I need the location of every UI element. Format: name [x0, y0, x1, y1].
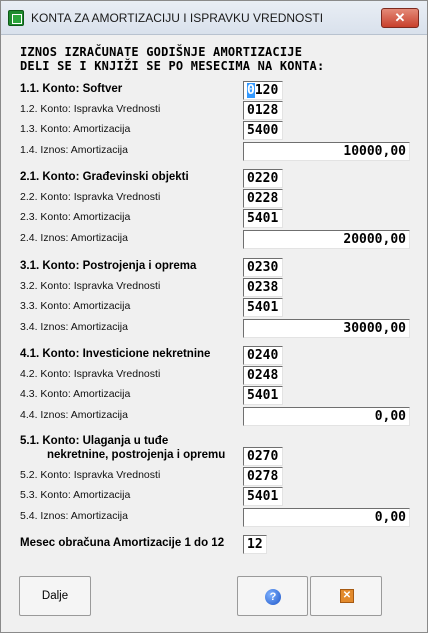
cancel-button[interactable]: [310, 576, 382, 616]
cancel-icon: ✕: [340, 589, 354, 603]
section-2-title: 2.1. Konto: Građevinski objekti: [20, 171, 189, 183]
month-field[interactable]: 12: [243, 535, 267, 554]
next-button[interactable]: [19, 576, 91, 616]
section-4-konto-field[interactable]: 0240: [243, 346, 283, 365]
section-3-amortizacija-label: 3.3. Konto: Amortizacija: [20, 300, 131, 312]
section-3-amortizacija-field[interactable]: 5401: [243, 298, 283, 317]
section-5-konto-field[interactable]: 0270: [243, 447, 283, 466]
section-5-amortizacija-label: 5.3. Konto: Amortizacija: [20, 489, 131, 501]
header-line-1: IZNOS IZRAČUNATE GODIŠNJE AMORTIZACIJE: [20, 45, 303, 59]
help-button[interactable]: [237, 576, 308, 616]
month-label: Mesec obračuna Amortizacije 1 do 12: [20, 537, 225, 549]
section-3-ispravka-label: 3.2. Konto: Ispravka Vrednosti: [20, 280, 161, 292]
close-button[interactable]: ✕: [381, 8, 419, 28]
section-2-iznos-field[interactable]: 20000,00: [243, 230, 410, 249]
section-3-konto-field[interactable]: 0230: [243, 258, 283, 277]
help-icon: ?: [265, 589, 281, 605]
section-5-title: 5.1. Konto: Ulaganja u tuđe: [20, 435, 169, 447]
konto-selected-char: 0: [247, 83, 255, 98]
next-button-label: Dalje: [41, 590, 69, 602]
section-5-title-line-2: nekretnine, postrojenja i opremu: [47, 449, 226, 461]
section-3-title: 3.1. Konto: Postrojenja i oprema: [20, 260, 197, 272]
section-5-iznos-label: 5.4. Iznos: Amortizacija: [20, 510, 128, 522]
section-5-iznos-field[interactable]: 0,00: [243, 508, 410, 527]
section-2-konto-field[interactable]: 0220: [243, 169, 283, 188]
header-line-2: DELI SE I KNJIŽI SE PO MESECIMA NA KONTA:: [20, 59, 325, 73]
section-4-ispravka-label: 4.2. Konto: Ispravka Vrednosti: [20, 368, 161, 380]
section-5-ispravka-label: 5.2. Konto: Ispravka Vrednosti: [20, 469, 161, 481]
section-1-konto-field[interactable]: [243, 81, 283, 100]
window-title: KONTA ZA AMORTIZACIJU I ISPRAVKU VREDNOSTI: [31, 11, 324, 25]
section-4-ispravka-field[interactable]: 0248: [243, 366, 283, 385]
section-1-amortizacija-field[interactable]: 5400: [243, 121, 283, 140]
section-5-ispravka-field[interactable]: 0278: [243, 467, 283, 486]
section-3-ispravka-field[interactable]: 0238: [243, 278, 283, 297]
section-2-ispravka-field[interactable]: 0228: [243, 189, 283, 208]
section-4-title: 4.1. Konto: Investicione nekretnine: [20, 348, 211, 360]
title-bar[interactable]: [1, 1, 427, 35]
section-2-ispravka-label: 2.2. Konto: Ispravka Vrednosti: [20, 191, 161, 203]
section-4-amortizacija-label: 4.3. Konto: Amortizacija: [20, 388, 131, 400]
section-3-iznos-label: 3.4. Iznos: Amortizacija: [20, 321, 128, 333]
section-2-iznos-label: 2.4. Iznos: Amortizacija: [20, 232, 128, 244]
app-icon: [8, 10, 24, 26]
section-4-iznos-field[interactable]: 0,00: [243, 407, 410, 426]
section-4-amortizacija-field[interactable]: 5401: [243, 386, 283, 405]
section-5-amortizacija-field[interactable]: 5401: [243, 487, 283, 506]
section-1-iznos-field[interactable]: 10000,00: [243, 142, 410, 161]
section-1-title: 1.1. Konto: Softver: [20, 83, 123, 95]
section-1-iznos-label: 1.4. Iznos: Amortizacija: [20, 144, 128, 156]
section-2-amortizacija-label: 2.3. Konto: Amortizacija: [20, 211, 131, 223]
section-1-ispravka-field[interactable]: 0128: [243, 101, 283, 120]
section-4-iznos-label: 4.4. Iznos: Amortizacija: [20, 409, 128, 421]
section-3-iznos-field[interactable]: 30000,00: [243, 319, 410, 338]
section-1-ispravka-label: 1.2. Konto: Ispravka Vrednosti: [20, 103, 161, 115]
section-2-amortizacija-field[interactable]: 5401: [243, 209, 283, 228]
konto-rest-chars: 120: [254, 83, 279, 98]
section-1-amortizacija-label: 1.3. Konto: Amortizacija: [20, 123, 131, 135]
